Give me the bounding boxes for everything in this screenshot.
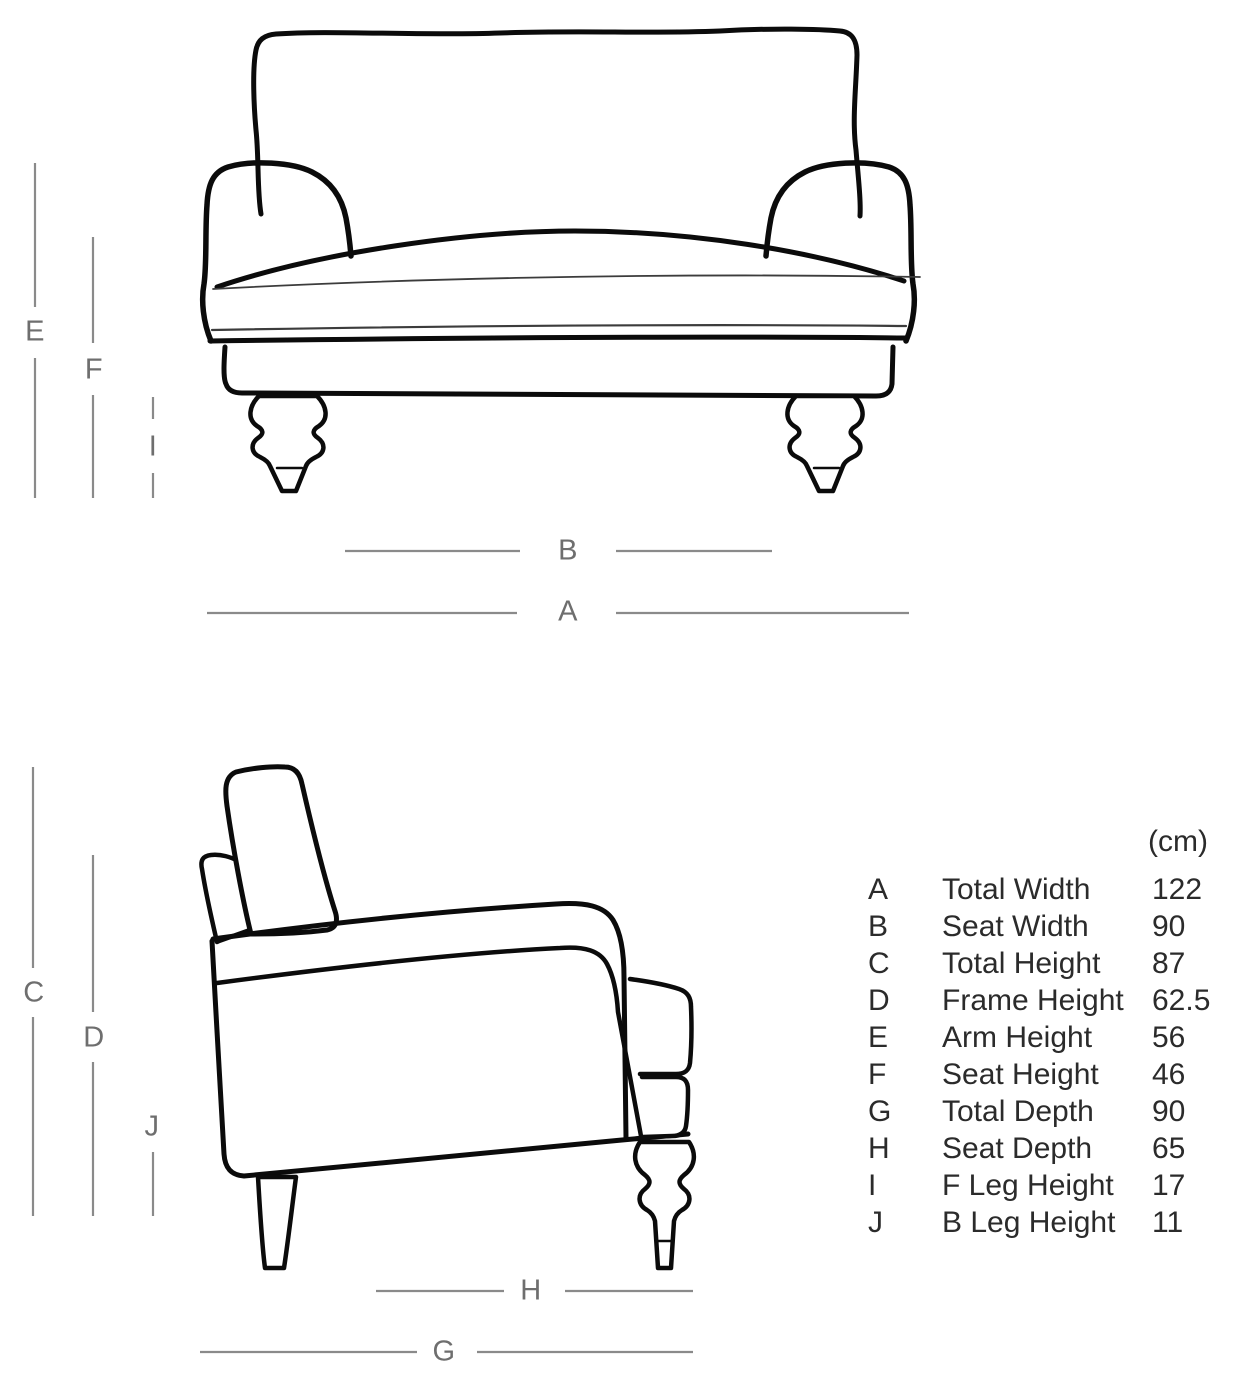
row-value: 17 bbox=[1152, 1169, 1186, 1202]
table-row bbox=[868, 1167, 1240, 1204]
row-letter: D bbox=[868, 984, 890, 1017]
row-name: Seat Height bbox=[942, 1058, 1099, 1091]
side-arm-inner-seam bbox=[217, 948, 641, 1136]
dim-label-G: G bbox=[432, 1335, 456, 1368]
side-front-leg bbox=[635, 1142, 694, 1268]
row-name: Seat Width bbox=[942, 910, 1089, 943]
dimensions-table-rows bbox=[868, 871, 1240, 1241]
row-letter: E bbox=[868, 1021, 889, 1054]
row-value: 56 bbox=[1152, 1021, 1186, 1054]
dim-label-B: B bbox=[558, 534, 578, 567]
front-right-leg bbox=[787, 396, 862, 491]
front-seat-crease bbox=[213, 275, 920, 289]
row-name: Total Width bbox=[942, 873, 1091, 906]
dimension-lines bbox=[33, 163, 909, 1352]
front-seat-curve bbox=[217, 231, 904, 287]
unit-header: (cm) bbox=[1148, 825, 1208, 858]
table-row bbox=[868, 1093, 1240, 1130]
row-value: 90 bbox=[1152, 910, 1186, 943]
dim-label-D: D bbox=[83, 1021, 105, 1054]
side-arm-outer bbox=[213, 904, 626, 1138]
front-cushion-bottom-line bbox=[212, 325, 906, 330]
table-row bbox=[868, 871, 1240, 908]
row-name: Arm Height bbox=[942, 1021, 1093, 1054]
row-value: 122 bbox=[1152, 873, 1203, 906]
row-name: B Leg Height bbox=[942, 1206, 1116, 1239]
row-letter: F bbox=[868, 1058, 887, 1091]
table-row bbox=[868, 1056, 1240, 1093]
row-letter: B bbox=[868, 910, 889, 943]
table-row bbox=[868, 1019, 1240, 1056]
dim-label-J: J bbox=[144, 1110, 160, 1143]
front-back-cushion bbox=[254, 29, 861, 216]
side-seat-cushion-front bbox=[630, 979, 691, 1074]
front-base bbox=[224, 347, 893, 396]
row-letter: A bbox=[868, 873, 889, 906]
row-name: Total Depth bbox=[942, 1095, 1094, 1128]
row-name: Total Height bbox=[942, 947, 1101, 980]
row-name: F Leg Height bbox=[942, 1169, 1114, 1202]
table-row bbox=[868, 908, 1240, 945]
row-value: 11 bbox=[1152, 1206, 1184, 1239]
row-letter: C bbox=[868, 947, 890, 980]
row-letter: I bbox=[868, 1169, 877, 1202]
row-letter: H bbox=[868, 1132, 890, 1165]
row-value: 65 bbox=[1152, 1132, 1186, 1165]
dim-label-A: A bbox=[558, 595, 578, 628]
front-left-leg bbox=[250, 396, 325, 491]
row-name: Frame Height bbox=[942, 984, 1124, 1017]
table-row bbox=[868, 1130, 1240, 1167]
front-left-arm bbox=[203, 163, 351, 341]
dim-label-E: E bbox=[25, 315, 45, 348]
row-value: 87 bbox=[1152, 947, 1186, 980]
row-value: 46 bbox=[1152, 1058, 1186, 1091]
dim-label-I: I bbox=[148, 430, 158, 463]
dim-label-H: H bbox=[520, 1274, 542, 1307]
side-base-front bbox=[642, 1077, 688, 1137]
dim-label-C: C bbox=[23, 976, 45, 1009]
side-back-leg bbox=[258, 1177, 296, 1268]
table-row bbox=[868, 945, 1240, 982]
row-value: 90 bbox=[1152, 1095, 1186, 1128]
table-row bbox=[868, 982, 1240, 1019]
front-view-drawing bbox=[203, 29, 920, 491]
table-row bbox=[868, 1204, 1240, 1241]
dim-label-F: F bbox=[84, 353, 104, 386]
row-value: 62.5 bbox=[1152, 984, 1211, 1017]
row-letter: G bbox=[868, 1095, 892, 1128]
side-view-drawing bbox=[201, 767, 693, 1268]
front-base-top-line bbox=[210, 337, 905, 341]
row-letter: J bbox=[868, 1206, 883, 1239]
row-name: Seat Depth bbox=[942, 1132, 1093, 1165]
